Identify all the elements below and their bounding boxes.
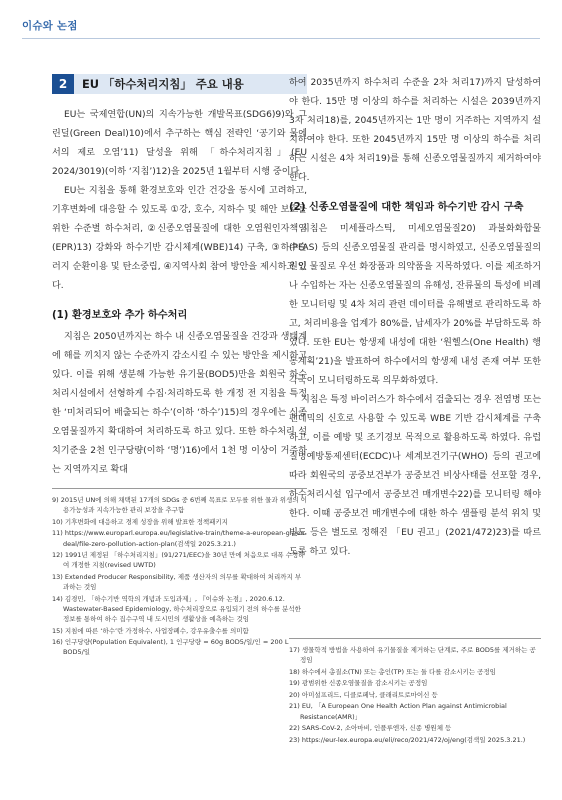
footnote: 21) EU, 「A European One Health Action Plan against Antimicrobial Resistance(AMR)」 [289,702,507,721]
footnotes [52,495,307,658]
subsection-heading: (2) 신종오염물질에 대한 책임과 하수기반 감시 구축 [289,202,524,213]
footnote: 15) 지침에 따른 ‘하수’란 가정하수, 사업장폐수, 강우유출수를 의미함 [52,626,249,635]
footnote: 19) 광범위한 신종오염물질을 감소시키는 공정임 [289,679,428,688]
footnote: 16) 인구당량(Population Equivalent), 1 인구당량 = 60g BOD5/일/인 = 200 L BOD5/일 [52,638,289,657]
footnote: 12) 1991년 제정된 「하수처리지침」(91/271/EEC)을 30년 만에 처음으로 대폭 수정하여 개정한 지침(revised UWTD) [52,551,305,570]
left-column [52,74,307,659]
footnote: 22) SARS-CoV-2, 소아마비, 인플루엔자, 신종 병원체 등 [289,724,452,733]
footnote: 20) 아미설프리드, 디클로페낙, 클래리트로마이신 등 [289,690,438,699]
paragraph: EU는 국제연합(UN)의 지속가능한 개발목표(SDG6)9)와 그린딜(Green Deal)10)에서 추구하는 핵심 전략인 ‘공기와 물에서의 제로 오염’11) 달성을 위해 「하수처리지침」(EU 2024/3019)(이하 ‘지침’)12)을 2025년 1월부터 시행 중이다. [52,110,307,177]
right-footnotes [289,630,541,746]
subsection-heading: (1) 환경보호와 추가 하수처리 [52,310,188,321]
footnote: 18) 하수에서 총질소(TN) 또는 총인(TP) 또는 둘 다를 감소시키는 공정임 [289,667,496,676]
paragraph: 지침은 2050년까지는 하수 내 신종오염물질을 건강과 생태계에 해를 끼치지 않는 수준까지 감소시킬 수 있는 방안을 제시하고 있다. 이를 위해 생분해 가능한 유기물(BOD5)만을 회원국 하수처리시설에서 선형하게 수집·처리하도록 한 개정 전 지침을 특정한 ‘미처리되어 배출되는 하수’(이하 ‘하수’)15)의 경우에는 신종오염물질까지 확대하여 처리하도록 하고 있다. 또한 하수처리 설치기준을 2천 인구당량(이하 ‘명’)16)에서 1천 명 이상이 거주하는 지역까지로 확대 [52,332,307,475]
paragraph: 하여 2035년까지 하수처리 수준을 2차 처리17)까지 달성하여야 한다. 15만 명 이상의 하수를 처리하는 시설은 2039년까지 3차 처리18)를, 2045년까지는 1만 명이 거주하는 지역까지 설치하여야 한다. 또한 2045년까지 15만 명 이상의 하수를 처리하는 시설은 4차 처리19)를 통해 신종오염물질까지 제거하여야 한다. [289,78,541,183]
section-heading [52,74,307,94]
section-title: EU 「하수처리지침」 주요 내용 [74,74,307,94]
footnote: 17) 생물학적 방법을 사용하여 유기물질을 제거하는 단계로, 주로 BOD5를 제거하는 공정임 [289,646,536,665]
paragraph: 지침은 특정 바이러스가 하수에서 검출되는 경우 전염병 또는 팬데믹의 신호로 사용할 수 있도록 WBE 기반 감시체계를 구축하고, 이를 예방 및 조기경보 목적으로 활용하도록 하였다. 유럽질병예방통제센터(ECDC)나 세계보건기구(WHO) 등의 권고에 따라 회원국의 공중보건부가 공중보건 비상사태를 선포할 경우, 하수처리시설 입구에서 공중보건 매개변수22)를 모니터링 해야 한다. 이때 공중보건 매개변수에 대한 하수 샘플링 분석 위치 및 빈도 등은 별도로 정해진 「EU 권고」(2021/472)23)를 따르도록 하고 있다. [289,395,541,557]
footnote-divider [289,638,541,639]
footnote-link[interactable]: 11) https://www.europarl.europa.eu/legislative-train/theme-a-european-green-deal/file-zero-pollution-action-plan(검색일 2025.3.21.) [52,529,307,548]
footnote-link[interactable]: 23) https://eur-lex.europa.eu/eli/reco/2021/472/oj/eng(검색일 2025.3.21.) [289,735,526,744]
section-number: 2 [52,74,74,94]
footnote: 13) Extended Producer Responsibility, 제품 생산자의 의무를 확대하여 처리까지 부과하는 것임 [52,572,302,592]
paragraph: EU는 지침을 통해 환경보호와 인간 건강을 동시에 고려하고, 기후변화에 대응할 수 있도록 ①강, 호수, 지하수 및 해안 보호를 위한 수준별 하수처리, ②신종오염물질에 대한 오염원인자책임(EPR)13) 강화와 하수기반 감시체계(WBE)14) 구축, ③하수슬러지 순환이용 및 탄소중립, ④지역사회 참여 방안을 제시하고 있다. [52,186,307,291]
right-column [289,74,541,562]
footnote-divider [52,488,307,489]
header-title: 이슈와 논점 [22,20,78,32]
paragraph: 지침은 미세플라스틱, 미세오염물질20) 과불화화합물(PFAS) 등의 신종오염물질 관리를 명시하였고, 신종오염물질의 원인 물질로 우선 화장품과 의약품을 지목하였다. 이를 제조하거나 수입하는 자는 신종오염물질의 유해성, 잔류물의 특성에 비례한 모니터링 및 4차 처리 관련 데이터를 유해별로 관리하도록 하고, 처리비용을 업계가 80%를, 납세자가 20%를 부담하도록 하였다. 또한 EU는 항생제 내성에 대한 ‘원헬스(One Health) 행동계획’21)을 발표하여 하수에서의 항생제 내성 존재 여부 또한 각국이 모니터링하도록 의무화하였다. [289,224,541,386]
header-divider [22,38,540,39]
footnote: 9) 2015년 UN에 의해 채택된 17개의 SDGs 중 6번째 목표로 모두를 위한 물과 위생의 이용가능성과 지속가능한 관리 보장을 추구함 [52,496,307,515]
footnote: 10) 기후변화에 대응하고 경제 성장을 위해 발표한 정책패키지 [52,517,228,526]
footnote: 14) 김경민, 「하수기반 역학의 개념과 도입과제」, 『이슈와 논점』, 2020.6.12. Wastewater-Based Epidemiology, 하수처리장으로 유입되기 전의 하수를 분석한 정보를 통하여 하수 집수구역 내 도시민의 생활상을 예측하는 것임 [52,594,301,624]
